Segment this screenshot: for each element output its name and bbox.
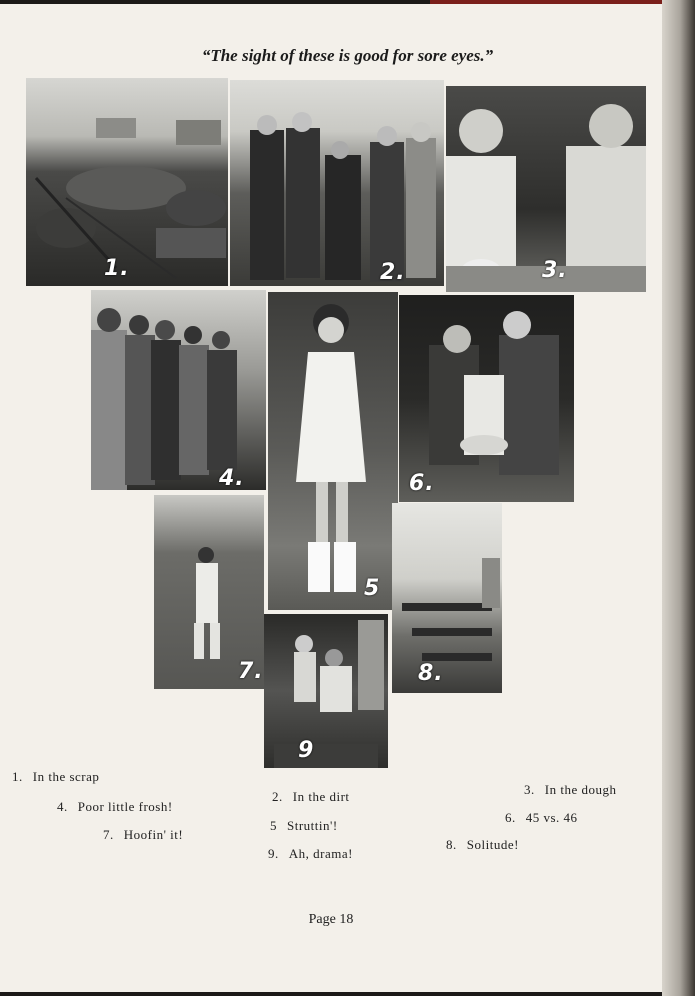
- scrap-pile-image: [26, 78, 228, 286]
- photo-number: 5: [364, 576, 381, 601]
- caption-number: 5: [270, 818, 277, 833]
- caption-7: [103, 827, 183, 843]
- photo-7-hoofin: [154, 495, 264, 689]
- caption-2: [272, 789, 350, 805]
- caption-number: 4.: [57, 799, 68, 814]
- stage-scene-image: [264, 614, 388, 768]
- photo-3-dough: [446, 86, 646, 292]
- empty-lunchroom-image: [392, 503, 502, 693]
- photo-number: 1.: [104, 256, 130, 281]
- caption-8: [446, 837, 519, 853]
- photo-number: 6.: [409, 471, 435, 496]
- photo-number: 7.: [238, 659, 264, 684]
- caption-text: Poor little frosh!: [77, 799, 173, 814]
- caption-number: 8.: [446, 837, 457, 852]
- caption-number: 3.: [524, 782, 535, 797]
- caption-text: Struttin'!: [287, 818, 338, 833]
- caption-text: Solitude!: [466, 837, 519, 852]
- caption-text: Hoofin' it!: [123, 827, 184, 842]
- photo-number: 8.: [418, 661, 444, 686]
- caption-4: [57, 799, 173, 815]
- caption-text: Ah, drama!: [288, 846, 353, 861]
- caption-number: 2.: [272, 789, 283, 804]
- caption-text: In the scrap: [32, 769, 100, 784]
- men-digging-image: [230, 80, 444, 286]
- photo-number: 9: [298, 738, 315, 763]
- photo-2-dirt: [230, 80, 444, 286]
- page-edge-shadow: [662, 0, 695, 996]
- caption-5: [270, 818, 338, 834]
- photo-number: 2.: [380, 260, 406, 285]
- caption-text: 45 vs. 46: [525, 810, 578, 825]
- caption-number: 7.: [103, 827, 114, 842]
- caption-1: [12, 769, 99, 785]
- photo-6-45-vs-46: [399, 295, 574, 502]
- page-title: “The sight of these is good for sore eyes.”: [201, 46, 494, 65]
- group-of-freshmen-image: [91, 290, 266, 490]
- photo-5-struttin: [268, 292, 398, 610]
- caption-6: [505, 810, 578, 826]
- caption-3: [524, 782, 616, 798]
- caption-number: 9.: [268, 846, 279, 861]
- photo-number: 3.: [542, 258, 568, 283]
- caption-number: 6.: [505, 810, 516, 825]
- photo-9-drama: [264, 614, 388, 768]
- caption-9: [268, 846, 353, 862]
- girl-posing-image: [268, 292, 398, 610]
- photo-number: 4.: [219, 466, 245, 490]
- photo-1-scrap: [26, 78, 228, 286]
- photo-4-frosh: [91, 290, 266, 490]
- caption-text: In the dough: [544, 782, 617, 797]
- caption-number: 1.: [12, 769, 23, 784]
- page-number: Page 18: [308, 912, 354, 927]
- photo-8-solitude: [392, 503, 502, 693]
- caption-text: In the dirt: [292, 789, 350, 804]
